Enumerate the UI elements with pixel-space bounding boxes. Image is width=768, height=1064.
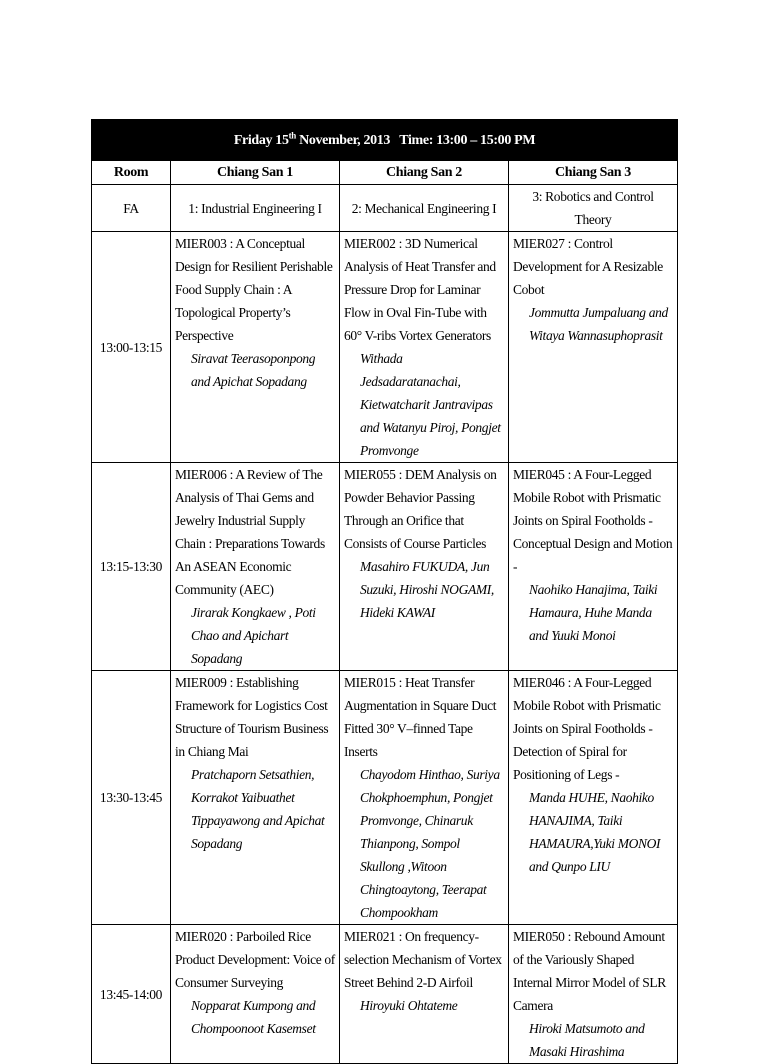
column-header-room-3: Chiang San 3 bbox=[509, 161, 678, 185]
paper-authors: Withada Jedsadaratanachai, Kietwatcharit Jantravipas and Watanyu Piroj, Pongjet Promvonge bbox=[360, 351, 501, 458]
schedule-title bbox=[92, 120, 678, 161]
paper-cell bbox=[171, 232, 340, 463]
column-header-room: Room bbox=[92, 161, 171, 185]
session-row bbox=[92, 671, 678, 925]
session-time: 13:00-13:15 bbox=[92, 232, 171, 463]
column-header-room-1: Chiang San 1 bbox=[171, 161, 340, 185]
paper-title: MIER045 : A Four-Legged Mobile Robot with Prismatic Joints on Spiral Footholds - Conceptual Design and Motion - bbox=[513, 467, 673, 574]
paper-cell bbox=[509, 671, 678, 925]
paper-cell bbox=[340, 463, 509, 671]
paper-title: MIER015 : Heat Transfer Augmentation in Square Duct Fitted 30° V–finned Tape Inserts bbox=[344, 675, 497, 759]
track-label: FA bbox=[92, 185, 171, 232]
paper-authors: Jirarak Kongkaew , Poti Chao and Apichart Sopadang bbox=[191, 605, 316, 666]
paper-title: MIER050 : Rebound Amount of the Variously Shaped Internal Mirror Model of SLR Camera bbox=[513, 929, 666, 1013]
paper-title: MIER002 : 3D Numerical Analysis of Heat Transfer and Pressure Drop for Laminar Flow in Oval Fin-Tube with 60° V-ribs Vortex Generators bbox=[344, 236, 496, 343]
paper-title: MIER006 : A Review of The Analysis of Thai Gems and Jewelry Industrial Supply Chain : Preparations Towards An ASEAN Economic Community (AEC) bbox=[175, 467, 325, 597]
paper-authors: Manda HUHE, Naohiko HANAJIMA, Taiki HAMAURA,Yuki MONOI and Qunpo LIU bbox=[529, 790, 661, 874]
paper-title: MIER055 : DEM Analysis on Powder Behavior Passing Through an Orifice that Consists of Course Particles bbox=[344, 467, 497, 551]
paper-cell bbox=[171, 925, 340, 1064]
track-1: 1: Industrial Engineering I bbox=[171, 185, 340, 232]
schedule-title-row bbox=[92, 120, 678, 161]
title-day: Friday 15 bbox=[233, 132, 289, 148]
paper-authors: Hiroki Matsumoto and Masaki Hirashima bbox=[529, 1021, 645, 1059]
session-time: 13:15-13:30 bbox=[92, 463, 171, 671]
track-2: 2: Mechanical Engineering I bbox=[340, 185, 509, 232]
paper-cell bbox=[509, 232, 678, 463]
column-header-room-2: Chiang San 2 bbox=[340, 161, 509, 185]
track-3: 3: Robotics and Control Theory bbox=[509, 185, 678, 232]
paper-title: MIER009 : Establishing Framework for Logistics Cost Structure of Tourism Business in Chiang Mai bbox=[175, 675, 329, 759]
paper-cell bbox=[509, 925, 678, 1064]
paper-cell bbox=[171, 671, 340, 925]
session-time: 13:30-13:45 bbox=[92, 671, 171, 925]
session-time: 13:45-14:00 bbox=[92, 925, 171, 1064]
paper-cell bbox=[340, 232, 509, 463]
paper-authors: Masahiro FUKUDA, Jun Suzuki, Hiroshi NOGAMI, Hideki KAWAI bbox=[360, 559, 494, 620]
session-row bbox=[92, 925, 678, 1064]
paper-cell bbox=[340, 671, 509, 925]
paper-authors: Naohiko Hanajima, Taiki Hamaura, Huhe Manda and Yuuki Monoi bbox=[529, 582, 658, 643]
track-row bbox=[92, 185, 678, 232]
paper-title: MIER046 : A Four-Legged Mobile Robot with Prismatic Joints on Spiral Footholds - Detection of Spiral for Positioning of Legs - bbox=[513, 675, 661, 782]
paper-cell bbox=[509, 463, 678, 671]
session-row bbox=[92, 232, 678, 463]
paper-authors: Hiroyuki Ohtateme bbox=[360, 998, 458, 1013]
paper-authors: Nopparat Kumpong and Chompoonoot Kasemset bbox=[191, 998, 316, 1036]
paper-title: MIER003 : A Conceptual Design for Resilient Perishable Food Supply Chain : A Topological Property’s Perspective bbox=[175, 236, 333, 343]
column-header-row bbox=[92, 161, 678, 185]
schedule-table bbox=[91, 119, 678, 1064]
paper-title: MIER027 : Control Development for A Resizable Cobot bbox=[513, 236, 663, 297]
paper-authors: Pratchaporn Setsathien, Korrakot Yaibuathet Tippayawong and Apichat Sopadang bbox=[191, 767, 325, 851]
session-row bbox=[92, 463, 678, 671]
paper-authors: Jommutta Jumpaluang and Witaya Wannasuphoprasit bbox=[529, 305, 668, 343]
title-day-suffix: th bbox=[288, 129, 296, 140]
paper-authors: Siravat Teerasoponpong and Apichat Sopadang bbox=[191, 351, 316, 389]
paper-cell bbox=[340, 925, 509, 1064]
title-rest: November, 2013 Time: 13:00 – 15:00 PM bbox=[295, 132, 536, 148]
paper-title: MIER020 : Parboiled Rice Product Development: Voice of Consumer Surveying bbox=[175, 929, 335, 990]
paper-title: MIER021 : On frequency-selection Mechanism of Vortex Street Behind 2-D Airfoil bbox=[344, 929, 502, 990]
paper-authors: Chayodom Hinthao, Suriya Chokphoemphun, Pongjet Promvonge, Chinaruk Thianpong, Sompol Skullong ,Witoon Chingtoaytong, Teerapat Chompookham bbox=[360, 767, 500, 920]
paper-cell bbox=[171, 463, 340, 671]
